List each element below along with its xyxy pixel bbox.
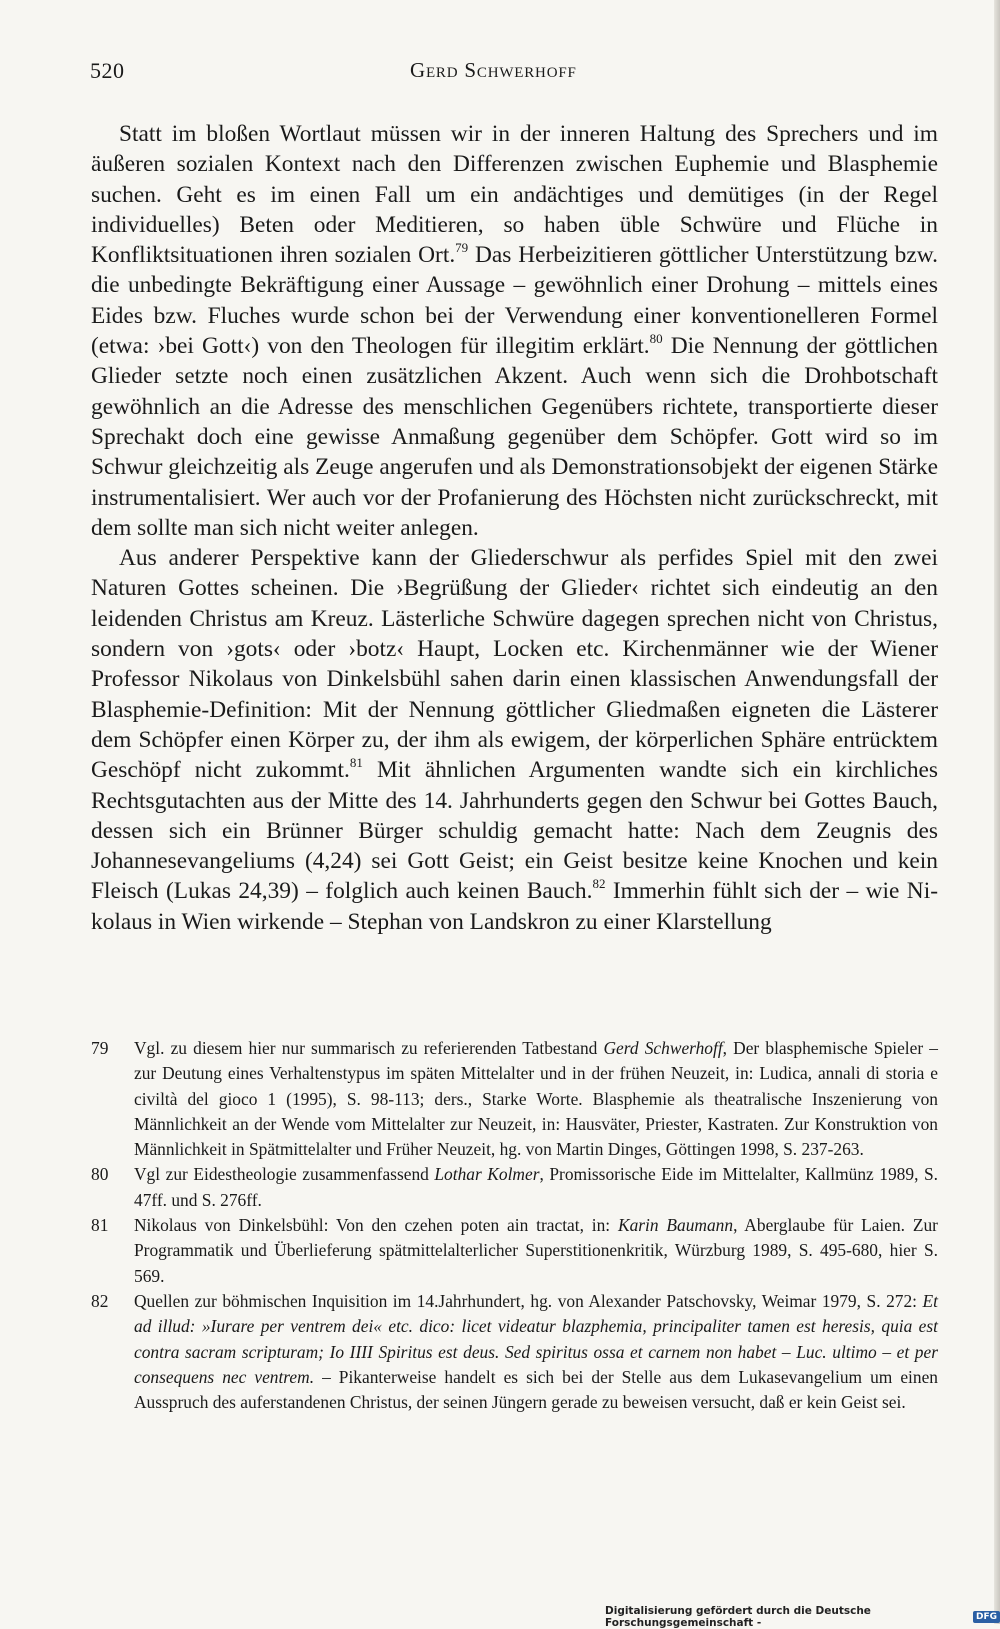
footnote: [91, 1162, 938, 1213]
footnote: [91, 1036, 938, 1162]
footnote-text: [134, 1213, 938, 1289]
digitization-footer: [605, 1605, 1000, 1629]
footnote-reference: 81: [349, 755, 363, 771]
text-segment: , Der blasphemische Spieler – zur Deutung eines Verhaltenstypus im späten Mittelalter und in der frühen Neuzeit, in: Ludica, annali di storia e civiltà del gioco 1 (1995), S. 98-113; ders., Starke Worte. Blasphemie als theatralische Inszenierung von Männlichkeit an der Wende vom Mittelalter zur Neuzeit, in: Hausväter, Priester, Kastraten. Zur Konstruktion von Männlichkeit in Spätmittelalter und Früher Neuzeit, hg. von Martin Dinges, Göttingen 1998, S. 237-263.: [134, 1038, 938, 1160]
footnote-number: 79: [91, 1038, 109, 1058]
page-number: 520: [90, 58, 125, 83]
text-segment: Nikolaus von Dinkelsbühl: Von den czehen poten ain tractat, in:: [134, 1215, 618, 1236]
digitization-note: Digitalisierung gefördert durch die Deutsche Forschungsgemeinschaft -: [605, 1605, 871, 1629]
running-head: Gerd Schwerhoff: [410, 58, 577, 82]
footnote-number: 81: [91, 1215, 109, 1236]
italic-text: Et ad illud: »Iurare per ventrem dei« etc. dico: licet videatur blazphemia, principaliter tamen est heresis, quia est contra sacram scripturam; Io IIII Spiritus est deus. Sed spiritus ossa et carnem non habet – Luc. ultimo – et per consequens nec ventrem.: [134, 1290, 938, 1387]
footnote: [91, 1289, 938, 1415]
text-segment: Immerhin fühlt sich der – wie Nikolaus in Wien wirkende – Stephan von Landskron zu einer Klarstellung: [91, 878, 938, 935]
text-segment: Quellen zur böhmischen Inquisition im 14.Jahrhundert, hg. von Alexander Patschovsky, Weimar 1979, S. 272:: [134, 1290, 923, 1311]
text-segment: Mit ähnlichen Argumenten wandte sich ein kirchliches Rechtsgutachten aus der Mitte des 14. Jahrhunderts gegen den Schwur bei Gottes Bauch, dessen sich ein Brünner Bürger schuldig gemacht hatte: Nach dem Zeugnis des Johannesevangeliums (4,24) sei Gott Geist; ein Geist besitze keine Knochen und kein Fleisch (Lukas 24,39) – folglich auch keinen Bauch.: [91, 757, 938, 905]
text-segment: Statt im bloßen Wortlaut müssen wir in der inneren Haltung des Sprechers und im äußeren sozialen Kontext nach den Differenzen zwischen Euphemie und Blasphemie suchen. Geht es im einen Fall um ein andächtiges und demütiges (in der Regel individuelles) Beten oder Meditieren, so haben üble Schwüre und Flüche in Konfliktsituationen ihren sozialen Ort.: [91, 121, 938, 269]
page-edge: [994, 0, 1000, 1624]
body-paragraph: [91, 119, 938, 543]
main-text: [91, 119, 938, 937]
text-segment: , Promissorische Eide im Mittelalter, Kallmünz 1989, S. 47ff. und S. 276ff.: [134, 1164, 938, 1210]
footnotes: [91, 1036, 938, 1415]
footnote-number: 82: [91, 1290, 109, 1311]
text-segment: Das Herbeizitieren göttlicher Unterstützung bzw. die unbedingte Bekräftigung einer Aussage – gewöhnlich einer Drohung – mittels eines Eides bzw. Fluches wurde schon bei der Verwendung einer konventionelleren Formel (etwa: ›bei Gott‹) von den Theologen für illegitim erklärt.: [91, 242, 938, 360]
footnote-text: [134, 1036, 938, 1162]
footnote: [91, 1213, 938, 1289]
footnote-reference: 80: [649, 331, 663, 347]
italic-text: Karin Baumann: [617, 1215, 734, 1236]
text-segment: Vgl. zu diesem hier nur summarisch zu referierenden Tatbestand: [134, 1038, 604, 1058]
italic-text: Lothar Kolmer: [434, 1164, 540, 1185]
text-segment: Die Nennung der göttlichen Glieder setzte noch einen zusätzlichen Akzent. Auch wenn sich die Drohbotschaft gewöhnlich an die Adresse des menschlichen Gegenübers richtete, transportierte dieser Sprechakt doch eine gewisse Anmaßung gegenüber dem Schöpfer. Gott wird so im Schwur gleichzeitig als Zeuge angerufen und als Demonstrationsobjekt der eigenen Stärke instrumentalisiert. Wer auch vor der Profanierung des Höchsten nicht zurückschreckt, mit dem sollte man sich nicht weiter anlegen.: [91, 333, 938, 541]
footnote-text: [134, 1162, 938, 1213]
page-header: [90, 58, 925, 90]
footnote-text: [134, 1289, 938, 1415]
italic-text: Gerd Schwerhoff: [603, 1038, 723, 1058]
footnote-number: 80: [91, 1164, 109, 1185]
text-segment: – Pikanterweise handelt es sich bei der Stelle aus dem Lukasevangelium um einen Ausspruch des auferstandenen Christus, der seinen Jüngern gerade zu beweisen versucht, daß er kein Geist sei.: [134, 1366, 938, 1413]
dfg-logo: DFG: [973, 1611, 1000, 1623]
text-segment: Aus anderer Perspektive kann der Gliederschwur als perfides Spiel mit den zwei Naturen Gottes scheinen. Die ›Begrüßung der Glieder‹ richtet sich eindeutig an den leidenden Christus am Kreuz. Lästerliche Schwüre dagegen sprechen nicht von Christus, sondern von ›gots‹ oder ›botz‹ Haupt, Locken etc. Kirchenmänner wie der Wiener Professor Nikolaus von Dinkelsbühl sahen darin einen klassischen Anwendungsfall der Blasphemie-Definition: Mit der Nennung göttlicher Gliedmaßen eigneten die Lästerer dem Schöpfer einen Körper zu, der ihm als ewigem, der körperlichen Sphäre entrücktem Geschöpf nicht zukommt.: [91, 545, 938, 784]
footnote-reference: 82: [592, 876, 606, 892]
text-segment: , Aberglaube für Laien. Zur Programmatik und Überlieferung spätmittelalterlicher Superstitionenkritik, Würzburg 1989, S. 495-680, hier S. 569.: [134, 1215, 938, 1286]
footnote-reference: 79: [455, 240, 469, 256]
text-segment: Vgl zur Eidestheologie zusammenfassend: [134, 1164, 435, 1185]
body-paragraph: [91, 543, 938, 937]
